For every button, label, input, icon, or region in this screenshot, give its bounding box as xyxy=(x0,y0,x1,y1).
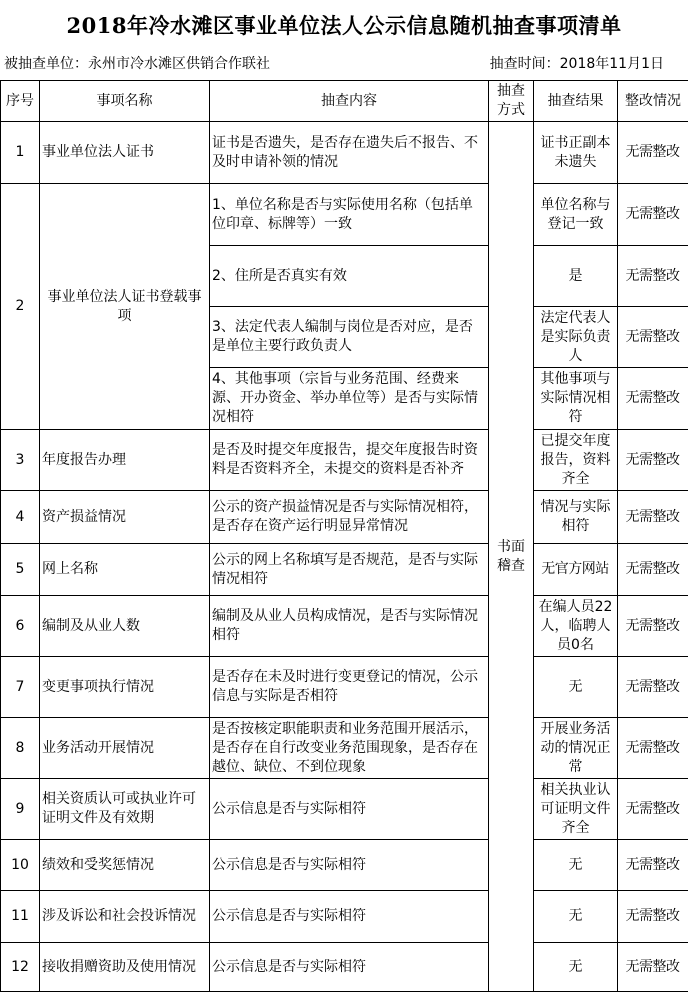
content-cell: 是否及时提交年度报告，提交年度报告时资料是否资料齐全，未提交的资料是否补齐 xyxy=(210,430,489,491)
table-row xyxy=(1,718,688,779)
content-cell: 是否按核定职能职责和业务范围开展活示，是否存在自行改变业务范围现象，是否存在越位、缺位、不到位现象 xyxy=(210,718,489,779)
content-cell: 证书是否遗失，是否存在遗失后不报告、不及时申请补领的情况 xyxy=(210,122,489,184)
content-cell: 1、单位名称是否与实际使用名称（包括单位印章、标牌等）一致 xyxy=(210,184,489,246)
rectify-cell: 无需整改 xyxy=(618,718,688,779)
table-row xyxy=(1,657,688,718)
table-row xyxy=(1,491,688,544)
header-rectify: 整改情况 xyxy=(618,81,688,122)
table-row xyxy=(1,840,688,891)
header-seq: 序号 xyxy=(1,81,40,122)
item-cell: 资产损益情况 xyxy=(40,491,210,544)
item-cell: 绩效和受奖惩情况 xyxy=(40,840,210,891)
result-cell: 无 xyxy=(534,840,618,891)
rectify-cell: 无需整改 xyxy=(618,596,688,657)
seq-cell: 12 xyxy=(1,943,40,992)
seq-cell: 8 xyxy=(1,718,40,779)
header-result: 抽查结果 xyxy=(534,81,618,122)
table-row xyxy=(1,596,688,657)
table-header-row xyxy=(1,81,688,122)
seq-cell: 9 xyxy=(1,779,40,840)
page-title: 2018年冷水滩区事业单位法人公示信息随机抽查事项清单 xyxy=(0,0,688,50)
header-item: 事项名称 xyxy=(40,81,210,122)
item-cell: 业务活动开展情况 xyxy=(40,718,210,779)
result-cell: 情况与实际相符 xyxy=(534,491,618,544)
seq-cell: 6 xyxy=(1,596,40,657)
item-cell: 涉及诉讼和社会投诉情况 xyxy=(40,891,210,943)
result-cell: 单位名称与登记一致 xyxy=(534,184,618,246)
seq-cell: 7 xyxy=(1,657,40,718)
item-cell: 年度报告办理 xyxy=(40,430,210,491)
seq-cell: 4 xyxy=(1,491,40,544)
rectify-cell: 无需整改 xyxy=(618,891,688,943)
table-row xyxy=(1,891,688,943)
result-cell: 无官方网站 xyxy=(534,544,618,596)
content-cell: 公示信息是否与实际相符 xyxy=(210,840,489,891)
rectify-cell: 无需整改 xyxy=(618,943,688,992)
result-cell: 无 xyxy=(534,891,618,943)
rectify-cell: 无需整改 xyxy=(618,246,688,307)
inspection-date-label: 抽查时间：2018年11月1日 xyxy=(490,52,664,76)
seq-cell: 11 xyxy=(1,891,40,943)
item-cell: 接收捐赠资助及使用情况 xyxy=(40,943,210,992)
rectify-cell: 无需整改 xyxy=(618,840,688,891)
rectify-cell: 无需整改 xyxy=(618,184,688,246)
rectify-cell: 无需整改 xyxy=(618,779,688,840)
result-cell: 相关执业认可证明文件齐全 xyxy=(534,779,618,840)
content-cell: 编制及从业人员构成情况，是否与实际情况相符 xyxy=(210,596,489,657)
result-cell: 其他事项与实际情况相符 xyxy=(534,368,618,430)
table-row xyxy=(1,779,688,840)
seq-cell: 10 xyxy=(1,840,40,891)
result-cell: 无 xyxy=(534,657,618,718)
result-cell: 开展业务活动的情况正常 xyxy=(534,718,618,779)
item-cell: 编制及从业人数 xyxy=(40,596,210,657)
result-cell: 证书正副本未遗失 xyxy=(534,122,618,184)
result-cell: 已提交年度报告，资料齐全 xyxy=(534,430,618,491)
table-row xyxy=(1,943,688,992)
item-cell: 事业单位法人证书登载事项 xyxy=(40,184,210,430)
content-cell: 公示信息是否与实际相符 xyxy=(210,943,489,992)
result-cell: 无 xyxy=(534,943,618,992)
content-cell: 2、住所是否真实有效 xyxy=(210,246,489,307)
item-cell: 变更事项执行情况 xyxy=(40,657,210,718)
rectify-cell: 无需整改 xyxy=(618,368,688,430)
table-row xyxy=(1,184,688,246)
content-cell: 公示信息是否与实际相符 xyxy=(210,891,489,943)
table-row xyxy=(1,430,688,491)
content-cell: 公示的网上名称填写是否规范，是否与实际情况相符 xyxy=(210,544,489,596)
item-cell: 事业单位法人证书 xyxy=(40,122,210,184)
table-row xyxy=(1,544,688,596)
seq-cell: 2 xyxy=(1,184,40,430)
header-content: 抽查内容 xyxy=(210,81,489,122)
rectify-cell: 无需整改 xyxy=(618,657,688,718)
content-cell: 是否存在未及时进行变更登记的情况，公示信息与实际是否相符 xyxy=(210,657,489,718)
table-row xyxy=(1,122,688,184)
content-cell: 3、法定代表人编制与岗位是否对应，是否是单位主要行政负责人 xyxy=(210,307,489,368)
rectify-cell: 无需整改 xyxy=(618,307,688,368)
content-cell: 公示信息是否与实际相符 xyxy=(210,779,489,840)
method-cell: 书面稽查 xyxy=(489,122,534,992)
seq-cell: 5 xyxy=(1,544,40,596)
header-method: 抽查方式 xyxy=(489,81,534,122)
seq-cell: 1 xyxy=(1,122,40,184)
inspection-table xyxy=(0,80,688,992)
rectify-cell: 无需整改 xyxy=(618,122,688,184)
result-cell: 是 xyxy=(534,246,618,307)
rectify-cell: 无需整改 xyxy=(618,544,688,596)
result-cell: 在编人员22人，临聘人员0名 xyxy=(534,596,618,657)
item-cell: 网上名称 xyxy=(40,544,210,596)
seq-cell: 3 xyxy=(1,430,40,491)
result-cell: 法定代表人是实际负责人 xyxy=(534,307,618,368)
rectify-cell: 无需整改 xyxy=(618,430,688,491)
item-cell: 相关资质认可或执业许可证明文件及有效期 xyxy=(40,779,210,840)
rectify-cell: 无需整改 xyxy=(618,491,688,544)
inspected-unit-label: 被抽查单位：永州市冷水滩区供销合作联社 xyxy=(4,52,270,76)
content-cell: 公示的资产损益情况是否与实际情况相符，是否存在资产运行明显异常情况 xyxy=(210,491,489,544)
content-cell: 4、其他事项（宗旨与业务范围、经费来源、开办资金、举办单位等）是否与实际情况相符 xyxy=(210,368,489,430)
